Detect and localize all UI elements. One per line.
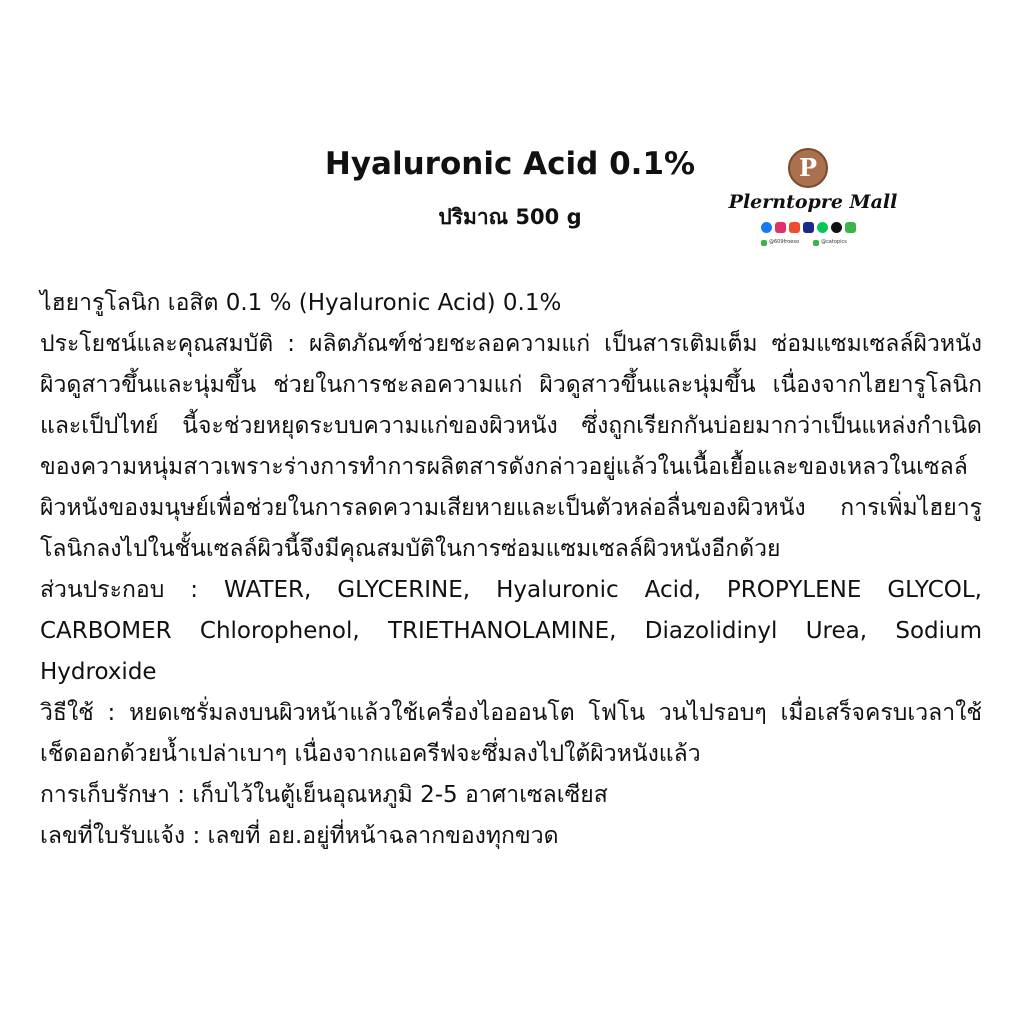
chat-icon bbox=[845, 222, 856, 233]
social-handles bbox=[761, 239, 847, 246]
storage-line: การเก็บรักษา : เก็บไว้ในตู้เย็นอุณหภูมิ 2-5 อาศาเซลเซียส bbox=[40, 782, 608, 808]
tiktok-icon bbox=[831, 222, 842, 233]
brand-mark-icon bbox=[788, 148, 828, 188]
benefits-paragraph: ประโยชน์และคุณสมบัติ : ผลิตภัณฑ์ช่วยชะลอความแก่ เป็นสารเติมเต็ม ซ่อมแซมเซลล์ผิวหนัง ผิวดูสาวขึ้นและนุ่มขึ้น ช่วยในการชะลอความแก่ ผิวดูสาวขึ้นและนุ่มขึ้น เนื่องจากไฮยารูโลนิกและเป็ปไทย์ นี้จะช่วยหยุดระบบความแก่ของผิวหนัง ซึ่งถูกเรียกกันบ่อยมากว่าเป็นแหล่งกำเนิดของความหนุ่มสาวเพราะร่างการทำการผลิตสารดังกล่าวอยู่แล้วในเนื้อเยื้อและของเหลวในเซลล์ผิวหนังของมนุษย์เพื่อช่วยในการลดความเสียหายและเป็นตัวหล่อลื่นของผิวหนัง การเพิ่มไฮยารูโลนิกลงไปในชั้นเซลล์ผิวนี้จึงมีคุณสมบัติในการซ่อมแซมเซลล์ผิวหนังอีกด้วย bbox=[40, 331, 982, 562]
brand-mark-letter: P bbox=[798, 153, 818, 182]
facebook-icon bbox=[761, 222, 772, 233]
shop-icon bbox=[789, 222, 800, 233]
quantity-subtitle: ปริมาณ 500 g bbox=[438, 205, 582, 229]
social-icons bbox=[761, 222, 856, 236]
ingredients-paragraph: ส่วนประกอบ : WATER, GLYCERINE, Hyaluronic Acid, PROPYLENE GLYCOL, CARBOMER Chlorophenol, TRIETHANOLAMINE, Diazolidinyl Urea, Sodium Hydroxide bbox=[40, 577, 982, 685]
handle-primary-text: @609froeso bbox=[769, 239, 800, 245]
handle-secondary bbox=[813, 239, 847, 246]
header bbox=[0, 140, 1024, 250]
instagram-icon bbox=[775, 222, 786, 233]
chat-icon bbox=[813, 240, 819, 246]
usage-paragraph: วิธีใช้ : หยดเซรั่มลงบนผิวหน้าแล้วใช้เครื่องไอออนโต โฟโน วนไปรอบๆ เมื่อเสร็จครบเวลาใช้เช็ดออกด้วยน้ำเปล่าเบาๆ เนื่องจากแอครีฟจะซึ่มลงไปใต้ผิวหนังแล้ว bbox=[40, 700, 982, 767]
lazada-icon bbox=[803, 222, 814, 233]
product-name: ไฮยารูโลนิก เอสิต 0.1 % (Hyaluronic Acid) 0.1% bbox=[40, 290, 562, 316]
product-description bbox=[40, 283, 982, 857]
brand-logo bbox=[728, 146, 898, 250]
line-icon bbox=[817, 222, 828, 233]
handle-primary bbox=[761, 239, 799, 246]
brand-name: Plerntopre Mall bbox=[728, 191, 898, 213]
registration-line: เลขที่ใบรับแจ้ง : เลขที่ อย.อยู่ที่หน้าฉลากของทุกขวด bbox=[40, 823, 559, 849]
page-title: Hyaluronic Acid 0.1% bbox=[324, 146, 696, 182]
handle-secondary-text: @catopics bbox=[821, 239, 847, 245]
line-icon bbox=[761, 240, 767, 246]
